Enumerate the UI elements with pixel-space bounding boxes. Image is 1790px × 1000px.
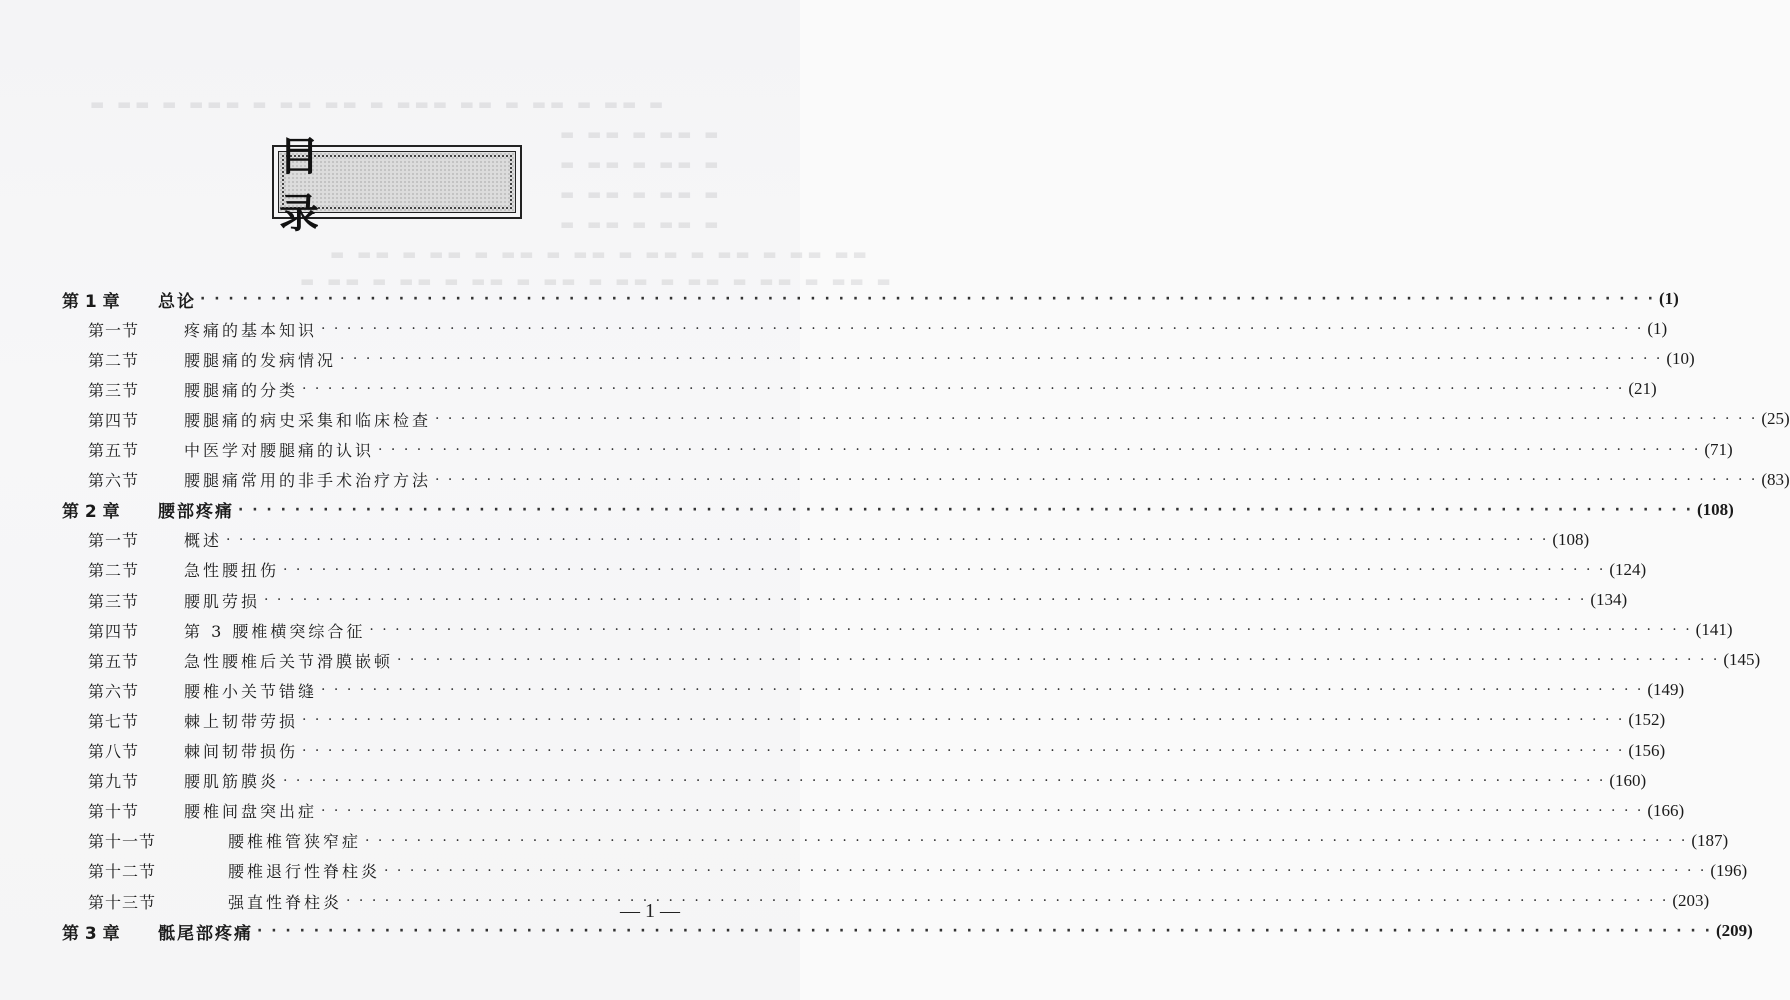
toc-section-entry[interactable]	[88, 586, 1628, 614]
toc-entry-page: (10)	[1666, 349, 1695, 369]
toc-section-entry[interactable]	[88, 436, 1733, 464]
toc-entry-number: 第 3 章	[62, 923, 120, 944]
toc-title-frame	[272, 134, 522, 237]
bleed-through-line: ▬ ▬▬ ▬ ▬▬ ▬ ▬▬ ▬ ▬▬ ▬ ▬▬ ▬ ▬▬ ▬ ▬▬ ▬▬	[330, 245, 871, 263]
toc-entry-page: (108)	[1696, 499, 1734, 519]
toc-leader-dots	[302, 737, 1624, 765]
toc-section-entry[interactable]	[88, 616, 1733, 644]
toc-section-entry[interactable]	[88, 466, 1790, 494]
toc-entry-title: 腰腿痛的分类	[184, 380, 299, 400]
toc-section-entry[interactable]	[88, 646, 1761, 674]
toc-entry-page: (108)	[1552, 529, 1590, 549]
toc-entry-page: (187)	[1691, 830, 1729, 850]
toc-entry-number: 第五节	[88, 441, 140, 460]
toc-leader-dots	[302, 706, 1624, 734]
toc-entry-title: 第 3 腰椎横突综合征	[184, 621, 366, 641]
toc-entry-number: 第一节	[88, 531, 140, 551]
page-number: — 1 —	[620, 900, 680, 922]
toc-entry-number: 第四节	[88, 621, 140, 641]
toc-leader-dots	[264, 586, 1586, 614]
bleed-through-line: ▬ ▬▬ ▬ ▬▬ ▬	[560, 185, 723, 203]
toc-chapter-entry[interactable]	[62, 496, 1734, 524]
toc-entry-page: (124)	[1609, 559, 1647, 579]
toc-leader-dots	[238, 496, 1693, 524]
toc-section-entry[interactable]	[88, 526, 1590, 554]
toc-leader-dots	[378, 436, 1700, 464]
toc-section-entry[interactable]	[88, 857, 1748, 885]
toc-leader-dots	[302, 375, 1624, 403]
toc-entry-number: 第二节	[88, 350, 140, 370]
toc-entry-number: 第十三节	[88, 892, 157, 912]
toc-chapter-entry[interactable]	[62, 285, 1679, 313]
toc-section-entry[interactable]	[88, 827, 1729, 855]
toc-entry-page: (152)	[1628, 710, 1666, 730]
toc-leader-dots	[283, 556, 1605, 584]
toc-entry-title: 腰腿痛的病史采集和临床检查	[184, 410, 432, 430]
toc-entry-number: 第 2 章	[62, 502, 120, 523]
toc-entry-page: (196)	[1710, 860, 1748, 880]
toc-leader-dots	[321, 676, 1643, 704]
toc-leader-dots	[369, 616, 1691, 644]
toc-entry-page: (21)	[1628, 379, 1657, 399]
toc-entry-page: (145)	[1723, 650, 1761, 670]
toc-section-entry[interactable]	[88, 345, 1695, 373]
toc-entry-page: (141)	[1695, 620, 1733, 640]
toc-entry-number: 第五节	[88, 651, 140, 671]
toc-section-entry[interactable]	[88, 706, 1666, 734]
toc-entry-page: (209)	[1715, 921, 1753, 941]
toc-entry-title: 腰腿痛常用的非手术治疗方法	[184, 471, 432, 491]
toc-entry-number: 第二节	[88, 561, 140, 581]
toc-entry-number: 第 1 章	[62, 291, 120, 312]
toc-entry-title: 中医学对腰腿痛的认识	[184, 441, 375, 460]
toc-entry-title: 腰椎退行性脊柱炎	[228, 862, 381, 882]
toc-entry-number: 第六节	[88, 471, 140, 491]
toc-section-entry[interactable]	[88, 315, 1668, 343]
toc-entry-number: 第四节	[88, 410, 140, 430]
toc-entry-title: 腰椎椎管狭窄症	[228, 832, 362, 852]
toc-leader-dots	[397, 646, 1719, 674]
toc-section-entry[interactable]	[88, 767, 1647, 795]
toc-entry-page: (25)	[1761, 409, 1790, 429]
toc-leader-dots	[365, 827, 1687, 855]
toc-entry-number: 第十一节	[88, 832, 157, 852]
toc-leader-dots	[340, 345, 1662, 373]
toc-entry-page: (1)	[1647, 319, 1668, 339]
toc-entry-page: (134)	[1590, 590, 1628, 609]
toc-entry-title: 骶尾部疼痛	[158, 923, 253, 944]
toc-leader-dots	[384, 857, 1706, 885]
toc-leader-dots	[435, 466, 1757, 494]
toc-title-panel	[278, 134, 516, 237]
toc-entry-number: 第三节	[88, 591, 140, 611]
toc-entry-number: 第一节	[88, 320, 140, 340]
toc-section-entry[interactable]	[88, 737, 1666, 765]
toc-leader-dots	[435, 405, 1757, 433]
toc-entry-title: 腰椎间盘突出症	[184, 802, 318, 822]
toc-section-entry[interactable]	[88, 797, 1685, 825]
toc-entry-number: 第十节	[88, 802, 140, 822]
toc-entry-title: 概述	[184, 531, 223, 551]
toc-entry-number: 第十二节	[88, 862, 157, 882]
toc-entry-page: (149)	[1647, 680, 1685, 700]
toc-entry-title: 腰腿痛的发病情况	[184, 350, 337, 370]
toc-leader-dots	[200, 285, 1655, 313]
bleed-through-line: ▬ ▬▬ ▬ ▬▬ ▬	[560, 215, 723, 233]
toc-entry-page: (203)	[1672, 891, 1710, 910]
toc-entry-page: (83)	[1761, 469, 1790, 489]
toc-entry-title: 棘间韧带损伤	[184, 742, 299, 761]
toc-entry-title: 强直性脊柱炎	[228, 892, 343, 912]
toc-entry-page: (160)	[1609, 770, 1647, 790]
toc-entry-number: 第六节	[88, 681, 140, 701]
toc-leader-dots	[226, 526, 1548, 554]
toc-leader-dots	[283, 767, 1605, 795]
toc-section-entry[interactable]	[88, 375, 1657, 403]
toc-section-entry[interactable]	[88, 405, 1790, 433]
bleed-through-line: ▬ ▬▬ ▬ ▬▬ ▬	[560, 125, 723, 143]
toc-entry-title: 腰部疼痛	[158, 502, 234, 523]
toc-entry-title: 总论	[158, 291, 196, 312]
toc-entry-page: (166)	[1647, 800, 1685, 820]
toc-entry-title: 棘上韧带劳损	[184, 711, 299, 731]
bleed-through-line: ▬ ▬▬ ▬ ▬▬ ▬ ▬▬ ▬ ▬▬ ▬ ▬▬ ▬ ▬▬ ▬ ▬▬ ▬ ▬▬ ▬	[300, 272, 895, 290]
toc-entry-title: 腰肌筋膜炎	[184, 772, 280, 792]
toc-entry-number: 第三节	[88, 380, 140, 400]
toc-entry-page: (156)	[1628, 740, 1666, 760]
toc-entry-number: 第八节	[88, 742, 140, 761]
toc-entry-title: 腰椎小关节错缝	[184, 681, 318, 701]
toc-entry-number: 第九节	[88, 772, 140, 792]
toc-leader-dots	[321, 315, 1643, 343]
toc-entry-title: 疼痛的基本知识	[184, 320, 318, 340]
toc-entry-title: 急性腰扭伤	[184, 561, 280, 581]
toc-title: 目 录	[279, 134, 499, 237]
toc-entry-title: 急性腰椎后关节滑膜嵌顿	[184, 651, 394, 671]
toc-entry-page: (71)	[1704, 439, 1733, 459]
toc-leader-dots	[257, 917, 1712, 945]
toc-leader-dots	[321, 797, 1643, 825]
toc-section-entry[interactable]	[88, 556, 1647, 584]
toc-section-entry[interactable]	[88, 676, 1685, 704]
toc-entry-page: (1)	[1658, 289, 1679, 308]
bleed-through-line: ▬ ▬▬ ▬ ▬▬ ▬	[560, 155, 723, 173]
bleed-through-line: ▬ ▬▬ ▬ ▬▬▬ ▬ ▬▬ ▬▬ ▬ ▬▬▬ ▬▬ ▬ ▬▬ ▬ ▬▬ ▬	[90, 95, 668, 113]
toc-entry-title: 腰肌劳损	[184, 591, 261, 611]
toc-leader-dots	[346, 887, 1668, 915]
toc-entry-number: 第七节	[88, 711, 140, 731]
